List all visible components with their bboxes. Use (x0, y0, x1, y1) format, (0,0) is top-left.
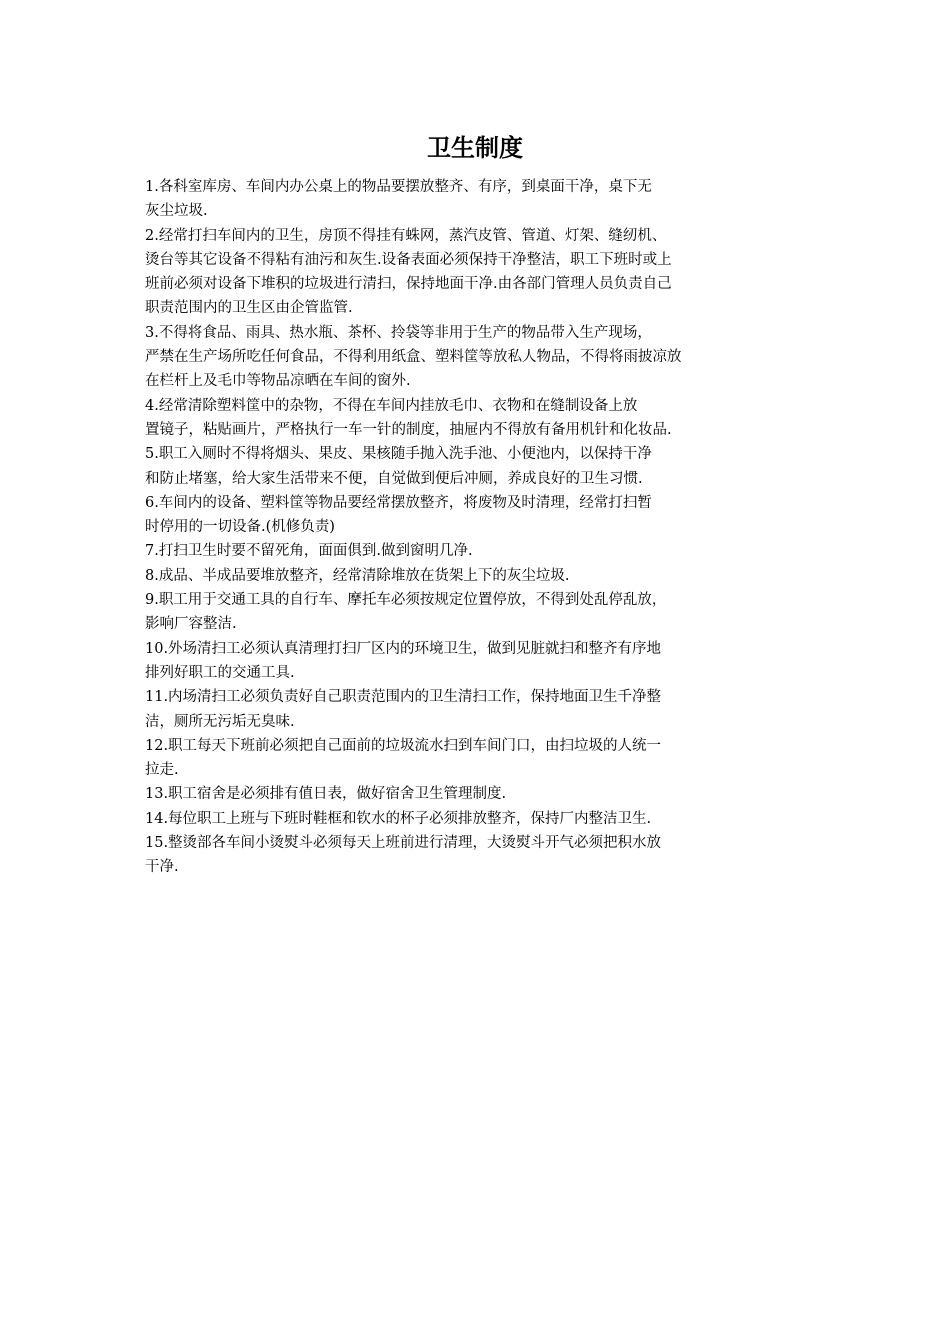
text-line: 3.不得将食品、雨具、热水瓶、茶杯、拎袋等非用于生产的物品带入生产现场， (145, 324, 652, 341)
text-line: 9.职工用于交通工具的自行车、摩托车必须按规定位置停放，不得到处乱停乱放， (145, 592, 667, 609)
text-line: 灰尘垃圾. (145, 203, 208, 220)
text-line: 烫台等其它设备不得粘有油污和灰生.设备表面必须保持干净整洁，职工下班时或上 (145, 251, 672, 268)
text-line: 和防止堵塞，给大家生活带来不便，自觉做到便后冲厕，养成良好的卫生习惯. (145, 470, 643, 487)
text-line: 严禁在生产场所吃任何食品，不得利用纸盒、塑料筐等放私人物品，不得将雨披凉放 (145, 349, 682, 366)
text-line: 13.职工宿舍是必须排有值日表，做好宿舍卫生管理制度. (145, 786, 507, 803)
text-line: 职责范围内的卫生区由企管监管. (145, 300, 353, 317)
text-line: 干净. (145, 859, 179, 876)
text-line: 置镜子，粘贴画片，严格执行一车一针的制度，抽屉内不得放有备用机针和化妆品. (145, 421, 672, 438)
text-line: 14.每位职工上班与下班时鞋框和钦水的杯子必须排放整齐，保持厂内整洁卫生. (145, 810, 652, 827)
text-line: 4.经常清除塑料筐中的杂物，不得在车间内挂放毛巾、衣物和在缝制设备上放 (145, 397, 638, 414)
text-line: 7.打扫卫生时要不留死角，面面俱到.做到窗明几净. (145, 543, 473, 560)
text-line: 2.经常打扫车间内的卫生，房顶不得挂有蛛网，蒸汽皮管、管道、灯架、缝纫机、 (145, 227, 667, 244)
text-line: 11.内场清扫工必须负责好自己职责范围内的卫生清扫工作，保持地面卫生千净整 (145, 689, 662, 706)
text-line: 时停用的一切设备.(机修负责) (145, 519, 335, 536)
text-line: 排列好职工的交通工具. (145, 664, 295, 681)
text-line: 6.车间内的设备、塑料筐等物品要经常摆放整齐，将废物及时清理，经常打扫暂 (145, 494, 652, 511)
text-line: 5.职工入厕时不得将烟头、果皮、果核随手抛入洗手池、小便池内，以保持干净 (145, 446, 652, 463)
text-line: 10.外场清扫工必须认真清理打扫厂区内的环境卫生，做到见脏就扫和整齐有序地 (145, 640, 662, 657)
text-line: 1.各科室库房、车间内办公桌上的物品要摆放整齐、有序，到桌面干净，桌下无 (145, 179, 652, 195)
text-line: 15.整烫部各车间小烫熨斗必须每天上班前进行清理，大烫熨斗开气必须把积水放 (145, 835, 662, 852)
text-line: 8.成品、半成品要堆放整齐，经常清除堆放在货架上下的灰尘垃圾. (145, 567, 570, 584)
text-line: 洁，厕所无污垢无臭味. (145, 713, 295, 730)
document-title: 卫生制度 (427, 134, 523, 162)
text-line: 影响厂容整洁. (145, 616, 237, 633)
text-line: 在栏杆上及毛巾等物品凉晒在车间的窗外. (145, 373, 411, 390)
text-line: 班前必须对设备下堆积的垃圾进行清扫，保持地面干净.由各部门管理人员负责自己 (145, 276, 672, 293)
document-body (145, 175, 785, 880)
text-line: 12.职工每天下班前必须把自己面前的垃圾流水扫到车间门口，由扫垃圾的人统一 (145, 737, 662, 754)
text-line: 拉走. (145, 762, 179, 779)
